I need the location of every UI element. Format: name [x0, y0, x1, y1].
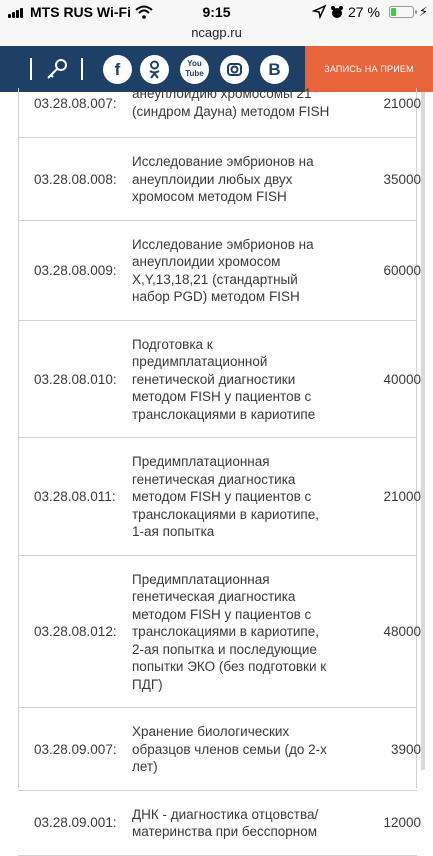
service-description: [132, 806, 342, 841]
service-code: 03.28.08.010:: [34, 371, 117, 387]
table-row: [18, 321, 421, 439]
alarm-icon: [330, 5, 344, 19]
description-line: транслокациями в кариотипе,: [132, 624, 319, 639]
table-row: [18, 221, 421, 321]
charging-icon: ⚡: [419, 4, 429, 19]
battery-percent: 27 %: [348, 4, 380, 20]
description-line: генетическая диагностика: [132, 589, 296, 604]
youtube-icon[interactable]: You Tube: [180, 55, 209, 84]
description-line: попытки ЭКО (без подготовки к: [132, 659, 327, 674]
description-line: Подготовка к: [132, 336, 213, 352]
description-line: Предимплатационная: [132, 454, 270, 469]
service-description: [132, 453, 342, 541]
service-description: [132, 153, 342, 206]
service-code: 03.28.09.007:: [34, 741, 117, 757]
description-line: ДНК - диагностика отцовства/: [132, 806, 319, 822]
description-line: анеуплоидии хромосом: [132, 254, 281, 269]
appointment-button[interactable]: ЗАПИСЬ НА ПРИЕМ: [305, 46, 433, 92]
description-line: X,Y,13,18,21 (стандартный: [132, 271, 298, 287]
service-code: 03.28.08.007:: [34, 96, 117, 112]
service-price: 21000: [383, 489, 421, 504]
description-line: набор PGD) методом FISH: [132, 289, 300, 304]
description-line: (синдром Дауна) методом FISH: [132, 103, 330, 119]
description-line: ПДГ): [132, 676, 163, 692]
description-line: анеуплоидии любых двух: [132, 171, 293, 187]
service-price: 35000: [383, 171, 421, 187]
description-line: предимплатационной: [132, 354, 268, 369]
service-price: 48000: [383, 624, 421, 639]
battery-icon: [389, 6, 414, 18]
price-list: [0, 86, 433, 839]
service-price: 21000: [383, 96, 421, 112]
service-description: [132, 723, 342, 776]
facebook-icon[interactable]: f: [103, 55, 132, 84]
service-code: 03.28.08.008:: [34, 171, 117, 187]
service-price: 60000: [383, 262, 421, 278]
description-line: генетической диагностики: [132, 371, 296, 387]
battery-cap: [415, 10, 417, 14]
description-line: Исследование эмбрионов на: [132, 154, 314, 169]
service-code: 03.28.08.012:: [34, 624, 117, 639]
service-price: 40000: [383, 371, 421, 387]
description-line: материнства при бесспорном: [132, 824, 318, 839]
service-description: [132, 236, 342, 306]
vkontakte-icon[interactable]: В: [260, 55, 289, 84]
description-line: лет): [132, 759, 158, 774]
status-time: 9:15: [202, 4, 231, 20]
description-line: методом FISH у пациентов с: [132, 489, 312, 504]
service-code: 03.28.08.009:: [34, 262, 117, 278]
description-line: Хранение биологических: [132, 724, 290, 739]
carrier-name: MTS RUS Wi-Fi: [30, 4, 131, 20]
service-price: 12000: [383, 815, 421, 831]
service-price: 3900: [390, 741, 421, 757]
table-row: [18, 556, 421, 709]
service-description: [132, 85, 342, 120]
table-row: [18, 791, 421, 856]
description-line: транслокациями в кариотипе: [132, 406, 316, 422]
table-row: [18, 138, 421, 221]
description-line: 1-ая попытка: [132, 524, 215, 539]
description-line: транслокациями в кариотипе,: [132, 506, 319, 522]
description-line: анеуплоидию хромосомы 21: [132, 86, 312, 101]
description-line: Исследование эмбрионов на: [132, 236, 314, 252]
table-row: [18, 708, 421, 791]
description-line: Предимплатационная: [132, 571, 270, 587]
location-arrow-icon: [313, 5, 326, 18]
service-description: [132, 571, 342, 694]
status-bar: [0, 0, 433, 46]
service-code: 03.28.09.001:: [34, 815, 117, 831]
description-line: 2-ая попытка и последующие: [132, 641, 317, 657]
description-line: генетическая диагностика: [132, 471, 296, 487]
description-line: методом FISH у пациентов с: [132, 606, 312, 622]
description-line: образцов членов семьи (до 2-х: [132, 741, 327, 757]
address-url[interactable]: ncagp.ru: [191, 25, 242, 40]
table-row: [18, 70, 421, 138]
table-row: [18, 438, 421, 556]
service-description: [132, 336, 342, 424]
description-line: методом FISH у пациентов с: [132, 389, 312, 404]
service-code: 03.28.08.011:: [34, 489, 116, 504]
description-line: хромосом методом FISH: [132, 189, 287, 204]
page-scrollbar[interactable]: [421, 92, 425, 770]
